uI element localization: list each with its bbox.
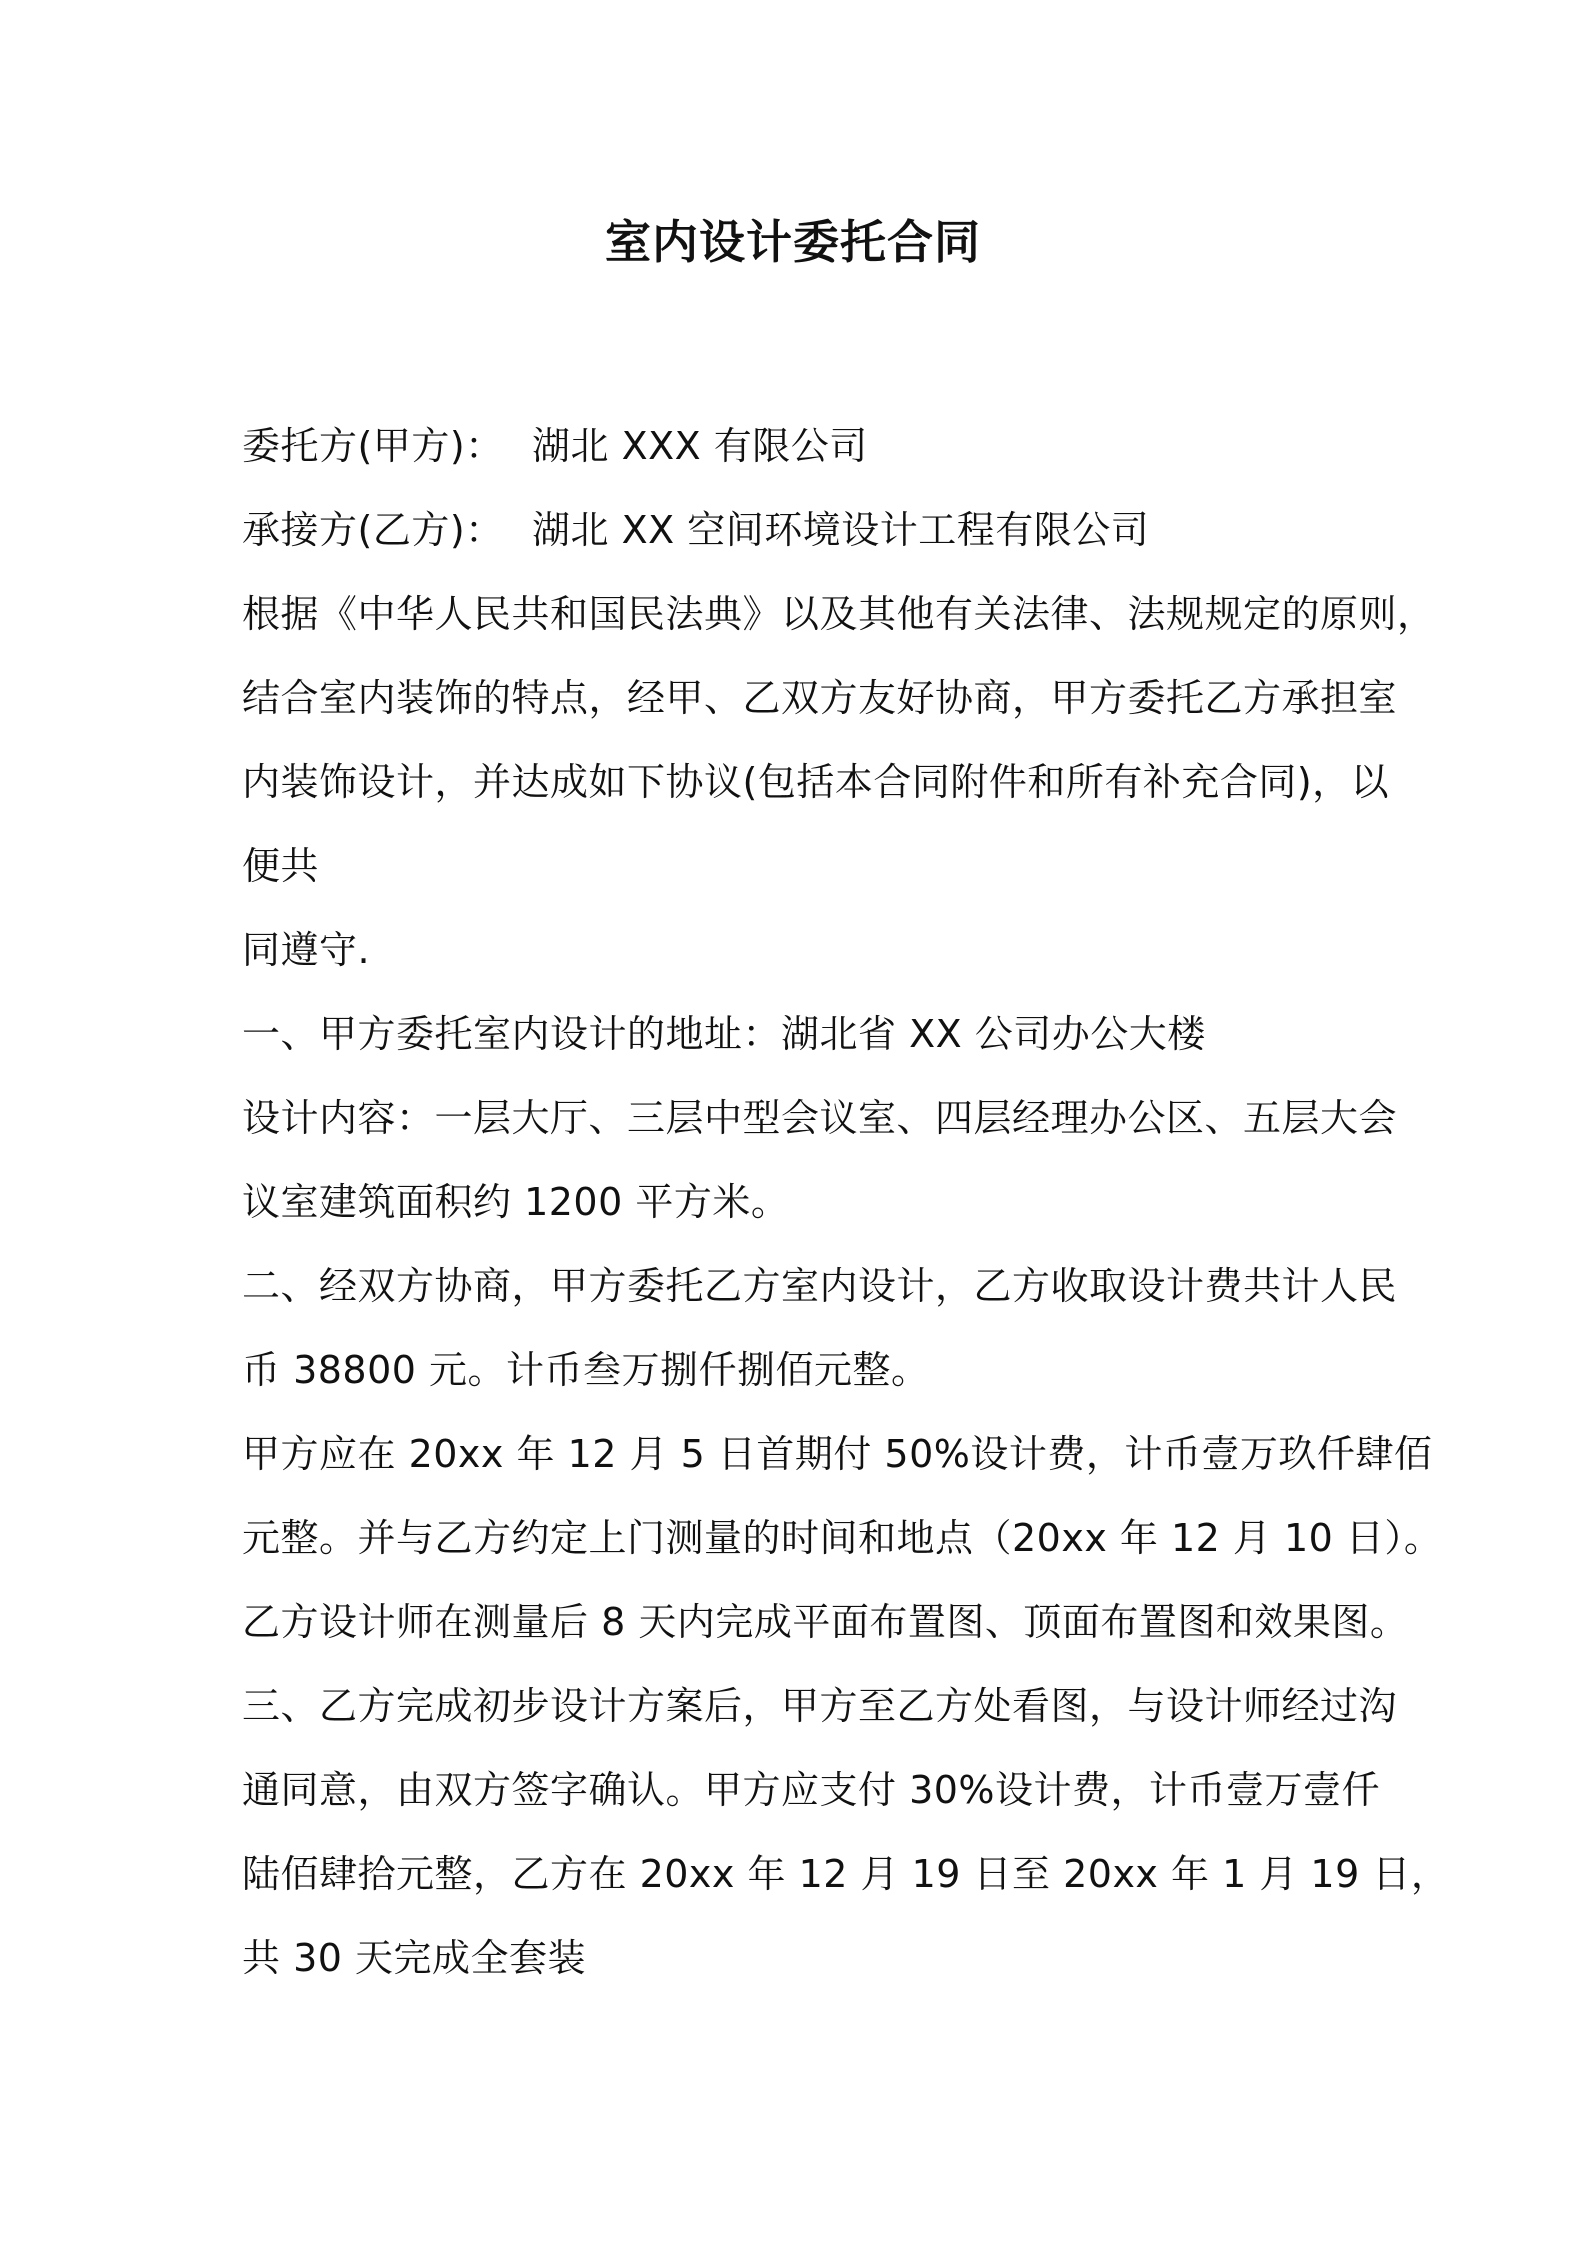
text-line: 乙方设计师在测量后 8 天内完成平面布置图、顶面布置图和效果图。 — [242, 1600, 1409, 1644]
party-line-contractor — [242, 488, 1362, 572]
text-line: 结合室内装饰的特点，经甲、乙双方友好协商，甲方委托乙方承担室 — [242, 676, 1398, 720]
text-line: 设计内容：一层大厅、三层中型会议室、四层经理办公区、五层大会 — [242, 1096, 1398, 1140]
text-line: 二、经双方协商，甲方委托乙方室内设计，乙方收取设计费共计人民 — [242, 1264, 1398, 1308]
text-line: 议室建筑面积约 1200 平方米。 — [242, 1180, 790, 1224]
document-title: 室内设计委托合同 — [605, 215, 981, 269]
text-line: 同遵守. — [242, 928, 371, 972]
text-line: 共 30 天完成全套装 — [242, 1936, 587, 1980]
contractor-name: 湖北 XX 空间环境设计工程有限公司 — [532, 508, 1150, 552]
text-line: 币 38800 元。计币叁万捌仟捌佰元整。 — [242, 1348, 930, 1392]
text-line: 一、甲方委托室内设计的地址：湖北省 XX 公司办公大楼 — [242, 1012, 1206, 1056]
text-line: 元整。并与乙方约定上门测量的时间和地点（20xx 年 12 月 10 日）。 — [242, 1516, 1443, 1560]
text-line: 内装饰设计，并达成如下协议(包括本合同附件和所有补充合同)，以 — [242, 760, 1390, 804]
text-line: 根据《中华人民共和国民法典》以及其他有关法律、法规规定的原则， — [242, 592, 1436, 636]
text-line: 三、乙方完成初步设计方案后，甲方至乙方处看图，与设计师经过沟 — [242, 1684, 1398, 1728]
client-name: 湖北 XXX 有限公司 — [532, 424, 868, 468]
document-body — [242, 404, 1450, 2000]
text-line: 通同意，由双方签字确认。甲方应支付 30%设计费，计币壹万壹仟 — [242, 1768, 1381, 1812]
client-label: 委托方(甲方)： — [242, 424, 504, 468]
contractor-label: 承接方(乙方)： — [242, 508, 504, 552]
text-line: 便共 — [242, 844, 320, 888]
party-line-client — [242, 404, 1362, 488]
text-line: 陆佰肆拾元整，乙方在 20xx 年 12 月 19 日至 20xx 年 1 月 19 日， — [242, 1852, 1450, 1896]
text-line: 甲方应在 20xx 年 12 月 5 日首期付 50%设计费，计币壹万玖仟肆佰 — [242, 1432, 1433, 1476]
